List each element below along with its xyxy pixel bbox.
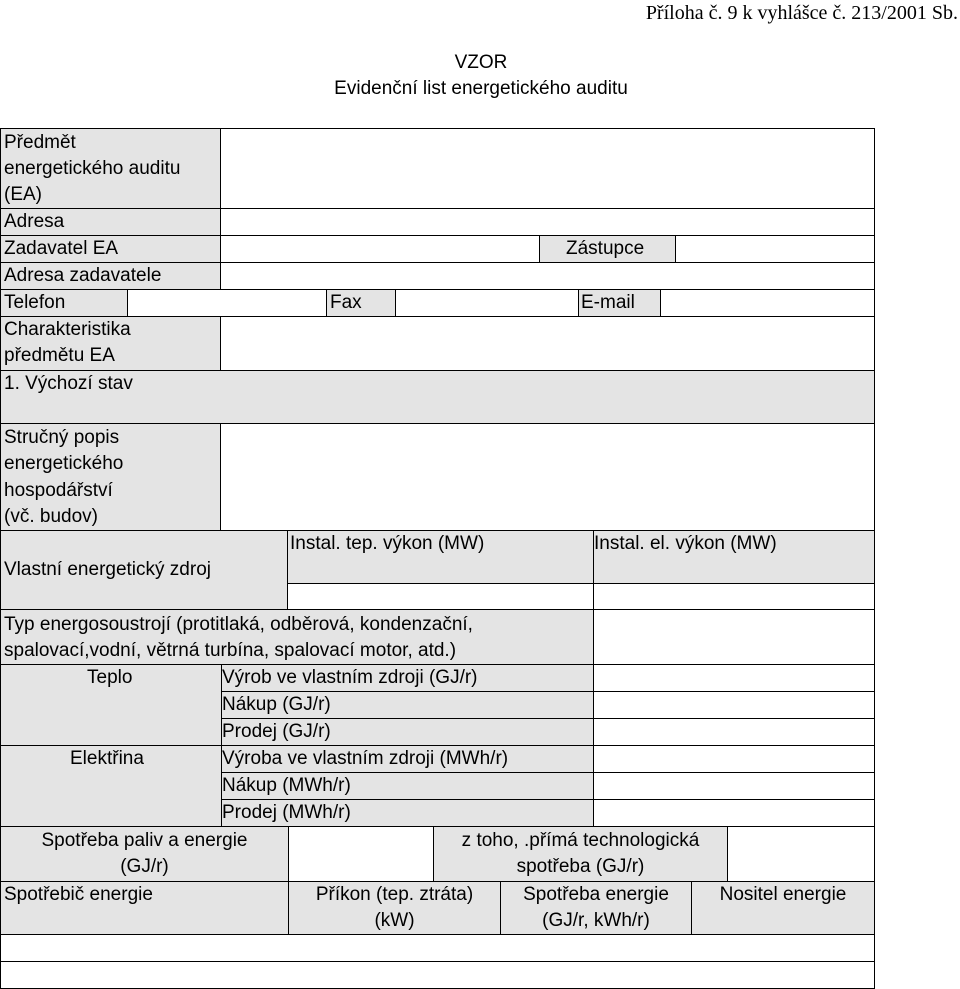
charakteristika-label-line2: předmětu EA [4, 345, 115, 366]
typ-energo-field[interactable] [593, 609, 875, 665]
spotreba-energie-header-line2: (GJ/r, kWh/r) [542, 910, 650, 931]
spotrebic-header: Spotřebič energie [4, 884, 153, 905]
instal-el-field[interactable] [593, 583, 875, 610]
zadavatel-label: Zadavatel EA [4, 238, 119, 259]
telefon-label: Telefon [4, 292, 66, 313]
prikon-header-line1: Příkon (tep. ztráta) [315, 884, 474, 905]
instal-tep-label: Instal. tep. výkon (MW) [290, 533, 485, 554]
adresa-zadavatele-label: Adresa zadavatele [4, 265, 162, 286]
teplo-prodej-label: Prodej (GJ/r) [222, 721, 331, 742]
instal-el-label: Instal. el. výkon (MW) [594, 533, 777, 554]
teplo-prodej-field[interactable] [593, 718, 875, 746]
elektrina-nakup-label: Nákup (MWh/r) [222, 775, 351, 796]
page-title: Evidenční list energetického auditu [334, 78, 628, 99]
charakteristika-label-line1: Charakteristika [4, 319, 131, 340]
teplo-vyroba-field[interactable] [593, 664, 875, 692]
predmet-label-line3: (EA) [4, 184, 42, 205]
email-label: E-mail [581, 292, 635, 313]
telefon-field[interactable] [127, 289, 327, 317]
fax-label: Fax [330, 292, 362, 313]
elektrina-vyroba-label: Výroba ve vlastním zdroji (MWh/r) [222, 748, 509, 769]
annex-reference: Příloha č. 9 k vyhlášce č. 213/2001 Sb. [645, 2, 958, 24]
spotreba-paliv-line1: Spotřeba paliv a energie [41, 830, 248, 851]
strucny-popis-field[interactable] [220, 423, 875, 531]
spotrebic-row-2[interactable] [0, 961, 875, 989]
elektrina-prodej-label: Prodej (MWh/r) [222, 802, 351, 823]
spotrebic-row-1[interactable] [0, 934, 875, 962]
predmet-field[interactable] [220, 128, 875, 209]
section-vychozi-stav-heading: 1. Výchozí stav [4, 373, 133, 394]
teplo-label: Teplo [87, 667, 133, 688]
teplo-vyroba-label: Výrob ve vlastním zdroji (GJ/r) [222, 667, 478, 688]
adresa-zadavatele-field[interactable] [220, 262, 875, 290]
predmet-label-line2: energetického auditu [4, 158, 181, 179]
elektrina-nakup-field[interactable] [593, 772, 875, 800]
strucny-popis-line2: energetického [4, 453, 124, 474]
teplo-nakup-label: Nákup (GJ/r) [222, 694, 331, 715]
elektrina-prodej-field[interactable] [593, 799, 875, 827]
adresa-field[interactable] [220, 208, 875, 236]
nositel-header: Nositel energie [719, 884, 847, 905]
vlastni-zdroj-label: Vlastní energetický zdroj [4, 559, 211, 580]
strucny-popis-line1: Stručný popis [4, 427, 120, 448]
z-toho-field[interactable] [727, 826, 875, 882]
spotreba-energie-header-line1: Spotřeba energie [523, 884, 669, 905]
spotreba-paliv-field[interactable] [288, 826, 434, 882]
z-toho-line1: z toho, .přímá technologická [461, 830, 700, 851]
charakteristika-field[interactable] [220, 316, 875, 371]
adresa-label: Adresa [4, 211, 65, 232]
teplo-nakup-field[interactable] [593, 691, 875, 719]
zadavatel-field[interactable] [220, 235, 540, 263]
typ-energo-line2: spalovací,vodní, větrná turbína, spalovací motor, atd.) [4, 640, 457, 661]
zastupce-field[interactable] [675, 235, 875, 263]
email-field[interactable] [660, 289, 875, 317]
zastupce-label: Zástupce [566, 238, 645, 259]
elektrina-vyroba-field[interactable] [593, 745, 875, 773]
elektrina-label: Elektřina [70, 748, 144, 769]
fax-field[interactable] [395, 289, 579, 317]
typ-energo-line1: Typ energosoustrojí (protitlaká, odběrová, kondenzační, [4, 614, 473, 635]
prikon-header-line2: (kW) [374, 910, 415, 931]
predmet-label-line1: Předmět [4, 132, 76, 153]
z-toho-line2: spotřeba (GJ/r) [516, 856, 645, 877]
instal-tep-field[interactable] [287, 583, 594, 610]
strucny-popis-line4: (vč. budov) [4, 506, 98, 527]
strucny-popis-line3: hospodářství [4, 480, 113, 501]
spotreba-paliv-line2: (GJ/r) [120, 856, 169, 877]
vzor-label: VZOR [454, 52, 508, 73]
